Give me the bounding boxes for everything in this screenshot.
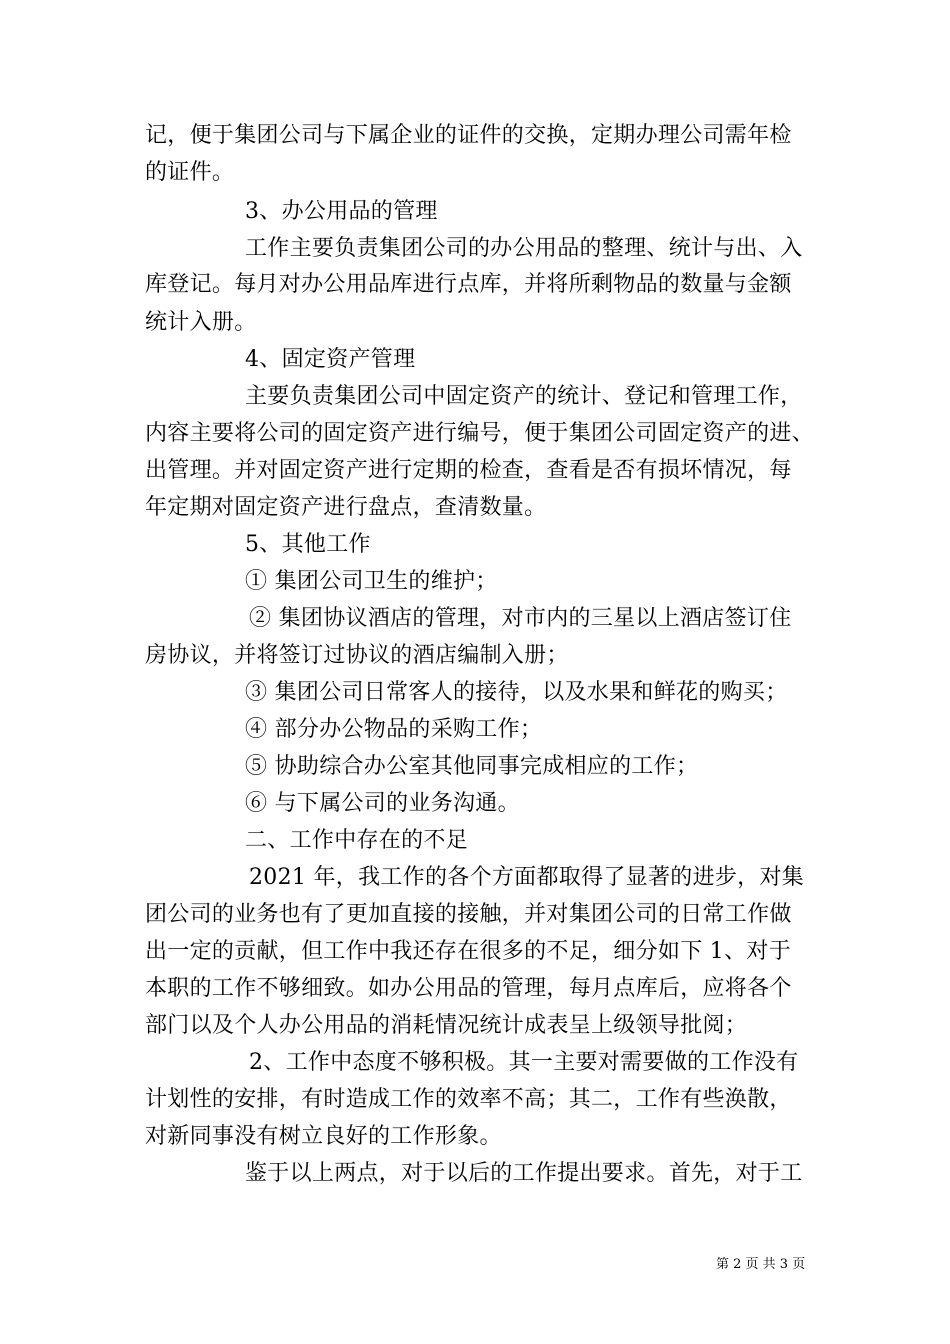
list-item: ⑥ 与下属公司的业务沟通。 xyxy=(245,791,520,816)
text-line: 出管理。并对固定资产进行定期的检查，查看是否有损坏情况，每 xyxy=(145,458,792,483)
text-line: 出一定的贡献，但工作中我还存在很多的不足，细分如下 1、对于 xyxy=(145,939,791,964)
text-line: 鉴于以上两点，对于以后的工作提出要求。首先，对于工 xyxy=(245,1161,803,1186)
text-line: 内容主要将公司的固定资产进行编号，便于集团公司固定资产的进、 xyxy=(145,421,815,446)
text-line: 库登记。每月对办公用品库进行点库，并将所剩物品的数量与金额 xyxy=(145,272,792,297)
section-heading: 3、办公用品的管理 xyxy=(245,199,438,224)
text-line: 部门以及个人办公用品的消耗情况统计成表呈上级领导批阅； xyxy=(145,1013,748,1038)
text-line: 工作主要负责集团公司的办公用品的整理、统计与出、入 xyxy=(245,236,803,261)
list-item: ③ 集团公司日常客人的接待，以及水果和鲜花的购买； xyxy=(245,680,788,705)
section-heading: 5、其他工作 xyxy=(245,532,371,557)
list-item: ④ 部分办公物品的采购工作； xyxy=(245,717,543,742)
list-item: ② 集团协议酒店的管理，对市内的三星以上酒店签订住 xyxy=(249,606,792,631)
text-line: 2、工作中态度不够积极。其一主要对需要做的工作没有 xyxy=(249,1050,799,1075)
text-line: 2021 年，我工作的各个方面都取得了显著的进步，对集 xyxy=(249,865,805,890)
section-heading: 4、固定资产管理 xyxy=(245,347,416,372)
text-line: 团公司的业务也有了更加直接的接触，并对集团公司的日常工作做 xyxy=(145,902,792,927)
page-number: 第 2 页 共 3 页 xyxy=(716,1257,806,1272)
text-line: 年定期对固定资产进行盘点，查清数量。 xyxy=(145,495,547,520)
text-line: 主要负责集团公司中固定资产的统计、登记和管理工作， xyxy=(245,384,803,409)
text-line: 房协议，并将签订过协议的酒店编制入册； xyxy=(145,643,569,668)
text-line: 本职的工作不够细致。如办公用品的管理，每月点库后，应将各个 xyxy=(145,976,792,1001)
text-line: 记，便于集团公司与下属企业的证件的交换，定期办理公司需年检 xyxy=(145,123,792,148)
text-line: 对新同事没有树立良好的工作形象。 xyxy=(145,1124,502,1149)
section-heading: 二、工作中存在的不足 xyxy=(245,828,469,853)
text-line: 统计入册。 xyxy=(145,310,257,335)
list-item: ⑤ 协助综合办公室其他同事完成相应的工作； xyxy=(245,754,699,779)
text-line: 的证件。 xyxy=(145,160,235,185)
text-line: 计划性的安排，有时造成工作的效率不高；其二，工作有些涣散， xyxy=(145,1087,792,1112)
list-item: ① 集团公司卫生的维护； xyxy=(245,569,498,594)
